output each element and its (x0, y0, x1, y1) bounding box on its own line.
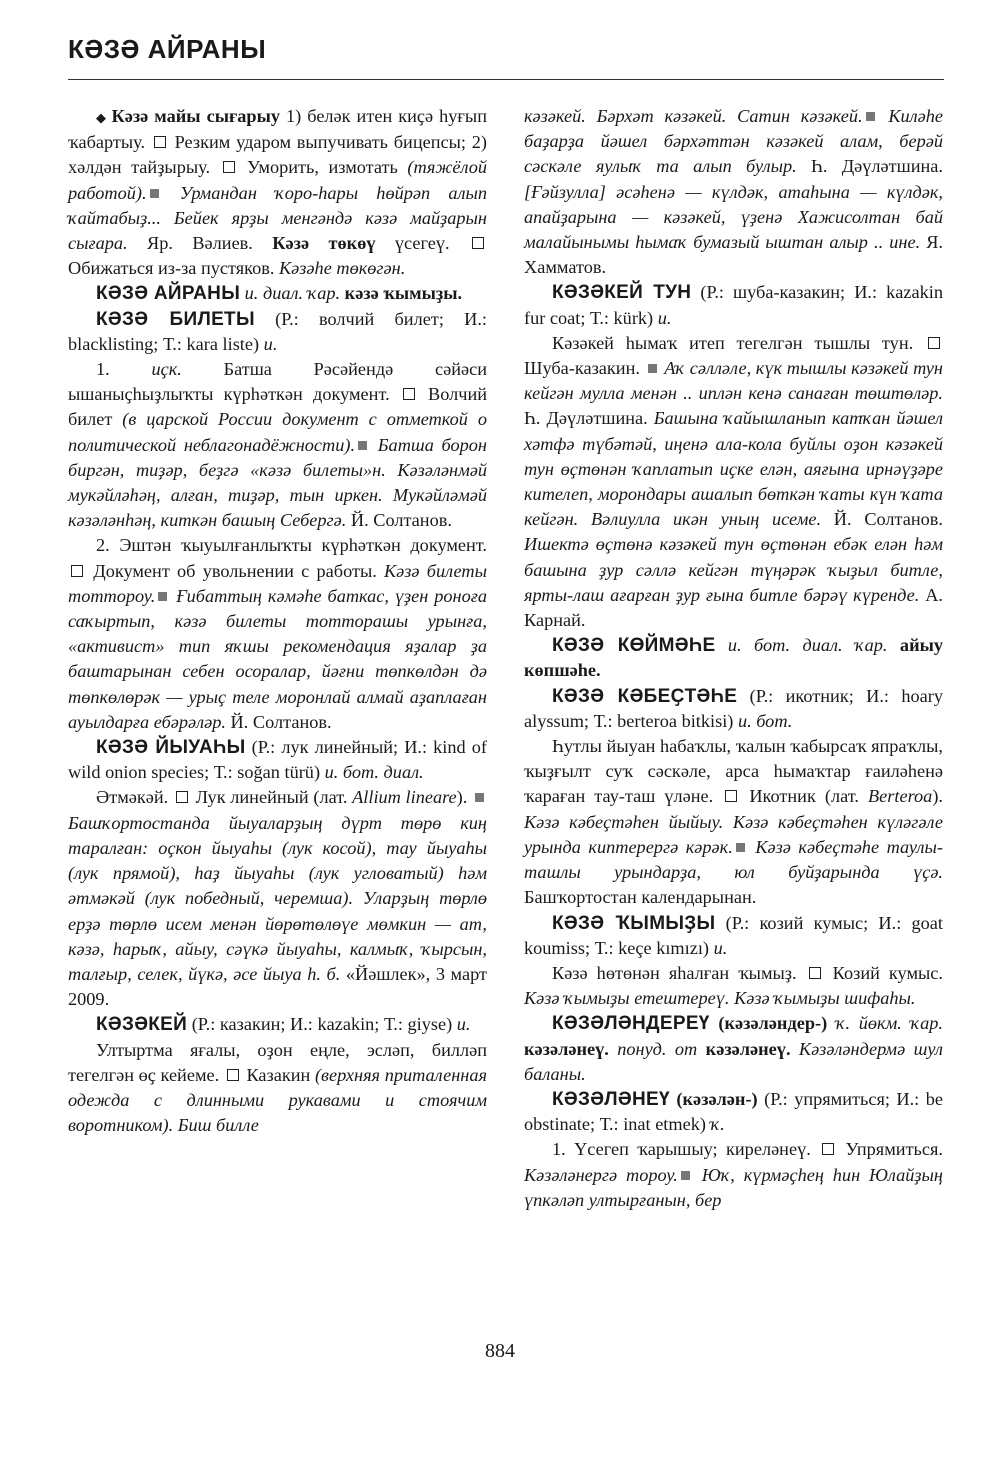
filled-square-icon (681, 1171, 690, 1180)
left-column (68, 104, 487, 1138)
definition: Һутлы йыуан һабаҡлы, ҡалын ҡабырсаҡ япраҡлы, ҡыҙғылт суҡ сәскәле, арса һымаҡтар ғаиләһенә ҡараған тау-таш үләне. Икотник (лат. Berteroa). Кәзә кәбеҫтәһен йыйыу. Кәзә кәбеҫтәһен күләгәле урында киптерергә кәрәк. Кәзә кәбеҫтәһе таулы-ташлы урындарҙа, юл буйҙарында үҫә. Башҡортостан календарынан. (524, 736, 943, 908)
entry-kaze-koymehe: КӘЗӘ КӨЙМӘҺЕ и. бот. диал. ҡар. айыу көпшәһе. (524, 635, 944, 681)
phrase-term: Кәзә төкөү (272, 233, 376, 254)
open-square-icon (472, 237, 484, 249)
headword: КӘЗӘ КӨЙМӘҺЕ (552, 635, 716, 657)
headword: КӘЗӘ ЙЫУАҺЫ (96, 737, 246, 759)
filled-square-icon (648, 364, 657, 373)
headword: КӘЗӘ БИЛЕТЫ (96, 308, 255, 330)
filled-square-icon (150, 189, 159, 198)
open-square-icon (822, 1143, 834, 1155)
entry-kaze-kebestehe: КӘЗӘ КӘБЕҪТӘҺЕ (Р.: икотник; И.: hoary alyssum; Т.: berteroa bitkisi) и. бот. (524, 685, 944, 731)
open-square-icon (928, 337, 940, 349)
open-square-icon (403, 388, 415, 400)
entry-kazekey-tun: КӘЗӘКЕЙ ТУН (Р.: шуба-казакин; И.: kazakin fur coat; Т.: kürk) и. (524, 282, 943, 328)
entry-kaze-bilety: КӘЗӘ БИЛЕТЫ (Р.: волчий билет; И.: blacklisting; Т.: kara liste) и. (68, 308, 487, 354)
entry-kazekey: КӘЗӘКЕЙ (Р.: казакин; И.: kazakin; Т.: giyse) и. (96, 1014, 471, 1036)
open-square-icon (71, 565, 83, 577)
headword: КӘЗӘ ҠЫМЫҘЫ (552, 912, 716, 934)
open-square-icon (227, 1069, 239, 1081)
header-rule (68, 79, 944, 80)
headword: КӘЗӘЛӘНЕҮ (552, 1088, 670, 1110)
open-square-icon (223, 161, 235, 173)
sense-1: 1. иҫк. Батша Рәсәйендә сәйәси ышаныҫһыҙлыҡты күрһәткән документ. Волчий билет (в царской России документ с отметкой о политической неблагонадёжности). Батша борон биргән, тиҙәр, беҙгә «кәзә билеты»н. Кәзәләнмәй мукәйләһәң, алған, тиҙәр, тын иркен. Мукәйләмәй кәзәләнһәң, киткән башың Себергә. Й. Солтанов. (68, 359, 488, 531)
headword: КӘЗӘКЕЙ ТУН (552, 282, 692, 304)
entry-kaze-ayrani: КӘЗӘ АЙРАНЫ и. диал. ҡар. кәзә ҡымыҙы. (96, 283, 463, 305)
diamond-icon: ◆ (96, 110, 108, 125)
filled-square-icon (866, 112, 875, 121)
filled-square-icon (475, 793, 484, 802)
entry-kaze-kymyzy: КӘЗӘ ҠЫМЫҘЫ (Р.: козий кумыс; И.: goat koumiss; Т.: keçe kımızı) и. (524, 912, 944, 958)
headword: КӘЗӘКЕЙ (96, 1014, 188, 1036)
open-square-icon (725, 790, 737, 802)
entry-kaze-mayi: ◆ Кәзә майы сығарыу 1) беләк итен киҫә һуғып ҡабартыу. Резким ударом выпучивать бицепсы; 2) хәлдән тайҙырыу. Уморить, измотать (тяжёлой работой). Урмандан ҡоро-һары һөйрәп алып ҡайтабыҙ... Бейек ярҙы менгәндә кәзә майҙарын сығара. Яр. Вәлиев. Кәзә төкөү үсегеү. Обижаться из-за пустяков. Кәзәһе төкөгән. (68, 106, 487, 279)
filled-square-icon (358, 441, 367, 450)
headword: КӘЗӘЛӘНДЕРЕҮ (552, 1013, 710, 1035)
definition: Кәзә һөтөнән яһалған ҡымыҙ. Козий кумыс. Кәзә ҡымыҙы етештереү. Кәзә ҡымыҙы шифаһы. (524, 962, 943, 1009)
entry-kazelenew: КӘЗӘЛӘНЕҮ (кәзәлән-) (Р.: упрямиться; И.: be obstinate; Т.: inat etmek) ҡ. (524, 1088, 943, 1135)
right-column (524, 104, 943, 1213)
sense-2: 2. Эштән ҡыуылғанлыҡты күрһәткән документ. Документ об увольнении с работы. Кәзә билеты тоттороу. Ғибаттың кәмәһе баткас, үҙен роноға саҡыртып, кәзә билеты тотторашы урынға, «активист» тип яҡшы рекомендация яҙалар ҙа баштарынан себен осоралар, йәғни төпкөлдән дә төпкөлөрәк — урыҫ теле моронлай алмай аҙаплаған ауылдарға ебәрәләр. Й. Солтанов. (68, 535, 487, 732)
headword: КӘЗӘ КӘБЕҪТӘҺЕ (552, 685, 738, 707)
filled-square-icon (158, 592, 167, 601)
running-head: КӘЗӘ АЙРАНЫ (68, 34, 267, 64)
phrase-term: Кәзә майы сығарыу (111, 106, 280, 126)
entry-kazelenderew: КӘЗӘЛӘНДЕРЕҮ (кәзәләндер-) ҡ. йөкм. ҡар. кәзәләнеү. понуд. от кәзәләнеү. Кәзәләндермә шул баланы. (524, 1013, 944, 1084)
definition: Әтмәкәй. Лук линейный (лат. Allium lineare). Башҡортостанда йыуаларҙың дүрт төрө киң таралған: оҫкон йыуаһы (лук косой), тау йыуаһы (лук прямой), һаҙ йыуаһы (лук угловатый) һәм әтмәкәй (лук победный, черемша). Уларҙың төрлө ерҙә төрлө исем менән йөрөтөлөүе мөмкин — ат, кәзә, һарыҡ, айыу, сәүкә йыуаһы, калмыҡ, ҡырсын, талғыр, селек, йүкә, әсе йыуа һ. б. «Йәшлек», 3 март 2009. (68, 787, 487, 1010)
filled-square-icon (736, 843, 745, 852)
page-number: 884 (485, 1340, 515, 1362)
open-square-icon (809, 967, 821, 979)
open-square-icon (176, 791, 188, 803)
headword: КӘЗӘ АЙРАНЫ (96, 283, 241, 305)
definition: Кәзәкей һымаҡ итеп тегелгән тышлы тун. Шуба-казакин. Аҡ сәлләле, күк тышлы кәзәкей тун кейгән мулла менән .. иплән кенә санаған төштөләр. Һ. Дәүләтшина. Башына ҡайышланып катҡан йәшел хәтфә түбәтәй, иңенә ала-кола буйлы оҙон кәзәкей тун өҫтөнән ҡаплатып иҫке елән, аяғына ирнәүҙәре кителеп, морондары ашалып бөткән ҡаты күн ҡата кейгән. Вәлиулла икән уның исеме. Й. Солтанов. Ишектә өҫтөнә кәзәкей тун өҫтөнән ебәк елән һәм башына ҙур сәллә кейгән түңәрәк ҡыҙыл битле, ярты-лаш ағарған ҙур ғына битле бәрәү күренде. А. Карнай. (524, 332, 944, 631)
entry-continuation: кәзәкей. Бәрхәт кәзәкей. Сатин кәзәкей. Киләһе баҙарҙа йәшел бәрхәттән кәзәкей алам, берәй сәскәле яулыҡ та алып булыр. Һ. Дәүләтшина. [Ғәйзулла] әсәһенә — күлдәк, атаһына — күлдәк, апайҙарына — кәзәкей, үҙенә Хажисолтан бай малайынымы һымаҡ бумазый ыштан алыр .. ине. Я. Хамматов. (524, 106, 943, 278)
definition: Ултыртма яғалы, оҙон еңле, эсләп, билләп тегелгән өҫ кейеме. Казакин (верхняя приталенная одежда с длинными рукавами и стоячим воротником). Биш билле (68, 1039, 487, 1136)
entry-kaze-yiuahi: КӘЗӘ ЙЫУАҺЫ (Р.: лук линейный; И.: kind of wild onion species; Т.: soğan türü) и. бот. диал. (68, 737, 487, 783)
sense-1: 1. Үсегеп ҡарышыу; киреләнеү. Упрямиться. Кәзәләнергә тороу. Юҡ, күрмәҫһең һин Юлайҙың үпкәләп ултырғанын, бер (524, 1139, 943, 1210)
open-square-icon (154, 136, 166, 148)
